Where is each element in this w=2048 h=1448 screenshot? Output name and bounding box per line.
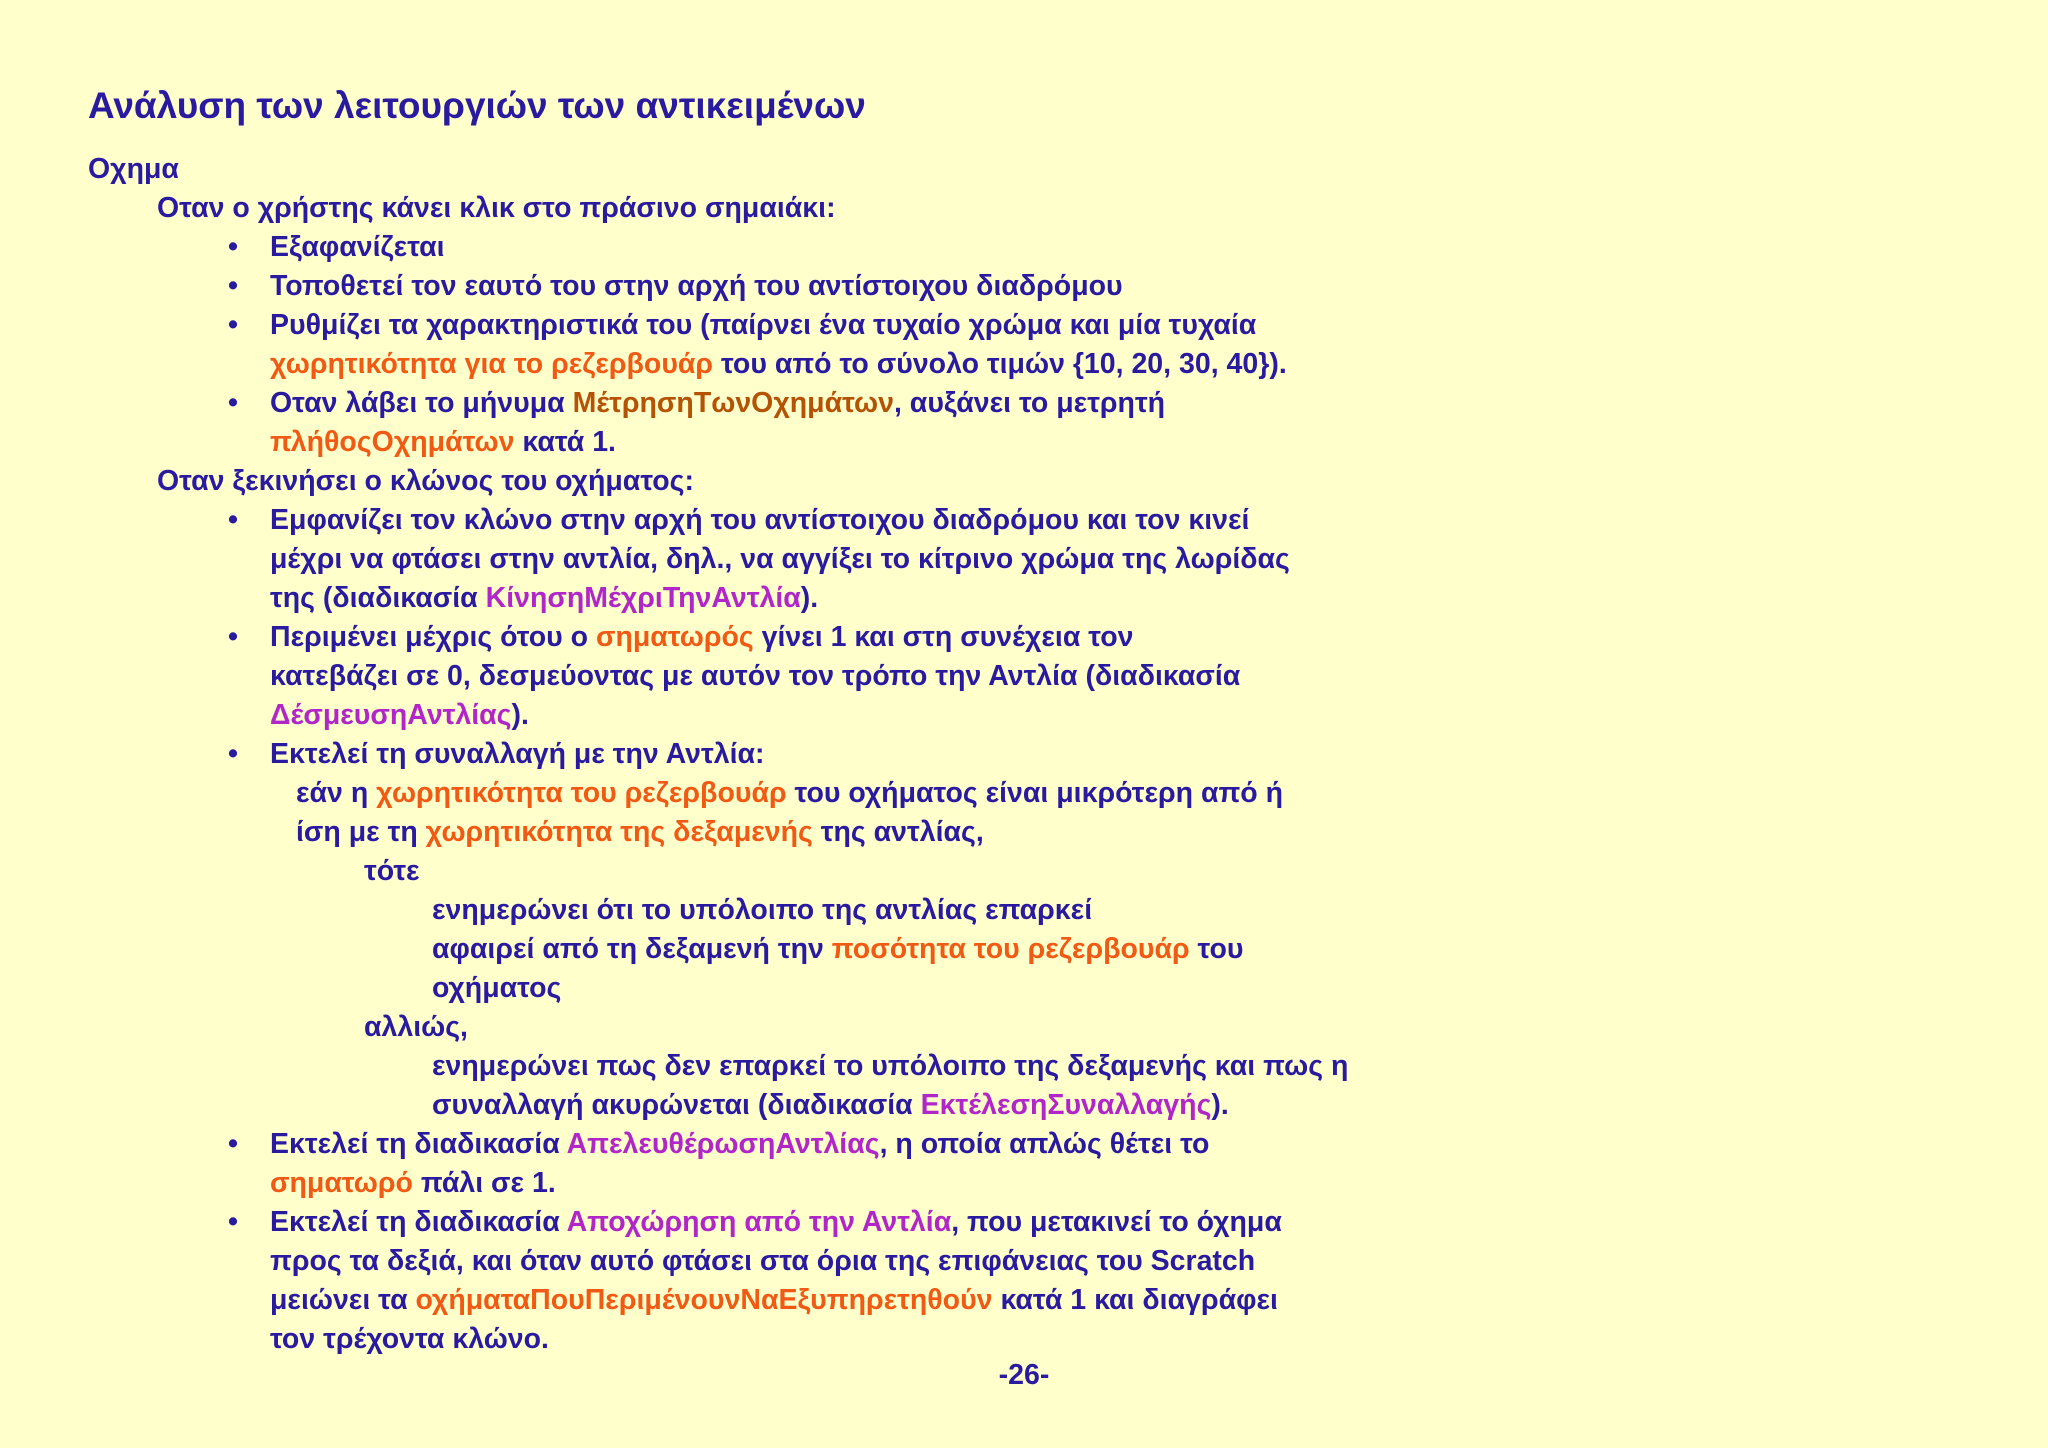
bullet-item: • Τοποθετεί τον εαυτό του στην αρχή του αντίστοιχου διαδρόμου (270, 267, 1988, 306)
bullet-item: • Ρυθμίζει τα χαρακτηριστικά του (παίρνει ένα τυχαίο χρώμα και μία τυχαία (270, 306, 1988, 345)
bullet-item: • Εμφανίζει τον κλώνο στην αρχή του αντίστοιχου διαδρόμου και τον κινεί (270, 501, 1988, 540)
bullet-continuation: μειώνει τα οχήματαΠουΠεριμένουνΝαΕξυπηρετηθούν κατά 1 και διαγράφει (270, 1284, 1278, 1316)
bullet-continuation: μέχρι να φτάσει στην αντλία, δηλ., να αγγίξει το κίτρινο χρώμα της λωρίδας (270, 543, 1290, 575)
else-keyword: αλλιώς, (364, 1011, 468, 1043)
subsection-heading-green-flag: Οταν ο χρήστης κάνει κλικ στο πράσινο σημαιάκι: (157, 192, 836, 224)
highlight-term: χωρητικότητα της δεξαμενής (425, 816, 813, 848)
highlight-variable: πλήθοςΟχημάτων (270, 426, 515, 458)
highlight-variable: σηματωρός (595, 621, 754, 653)
highlight-procedure: ΑπελευθέρωσηΑντλίας (566, 1128, 880, 1160)
bullet-icon: • (228, 387, 238, 419)
bullet-icon: • (228, 231, 238, 263)
then-action: ενημερώνει ότι το υπόλοιπο της αντλίας επαρκεί (432, 894, 1093, 926)
bullet-continuation: σηματωρό πάλι σε 1. (270, 1167, 556, 1199)
bullet-item: • Εκτελεί τη συναλλαγή με την Αντλία: (270, 735, 1988, 774)
highlight-term: χωρητικότητα για το ρεζερβουάρ (270, 348, 714, 380)
bullet-icon: • (228, 1128, 238, 1160)
bullet-continuation: τον τρέχοντα κλώνο. (270, 1323, 549, 1355)
condition-line: ίση με τη χωρητικότητα της δεξαμενής της αντλίας, (296, 816, 984, 848)
bullet-continuation: προς τα δεξιά, και όταν αυτό φτάσει στα όρια της επιφάνειας του Scratch (270, 1245, 1256, 1277)
bullet-continuation: κατεβάζει σε 0, δεσμεύοντας με αυτόν τον τρόπο την Αντλία (διαδικασία (270, 660, 1241, 692)
bullet-icon: • (228, 1206, 238, 1238)
highlight-procedure: Αποχώρηση από την Αντλία (566, 1206, 952, 1238)
bullet-icon: • (228, 270, 238, 302)
highlight-variable: οχήματαΠουΠεριμένουνΝαΕξυπηρετηθούν (415, 1284, 993, 1316)
bullet-icon: • (228, 621, 238, 653)
bullet-continuation: χωρητικότητα για το ρεζερβουάρ του από το σύνολο τιμών {10, 20, 30, 40}). (270, 348, 1287, 380)
highlight-term: ποσότητα του ρεζερβουάρ (831, 933, 1190, 965)
then-action: αφαιρεί από τη δεξαμενή την ποσότητα του ρεζερβουάρ του (432, 933, 1244, 965)
bullet-item: • Εξαφανίζεται (270, 228, 1988, 267)
page-number: -26- (998, 1359, 1050, 1391)
bullet-icon: • (228, 309, 238, 341)
else-action: συναλλαγή ακυρώνεται (διαδικασία ΕκτέλεσηΣυναλλαγής). (432, 1089, 1229, 1121)
bullet-continuation: πλήθοςΟχημάτων κατά 1. (270, 426, 616, 458)
page-title: Ανάλυση των λειτουργιών των αντικειμένων (88, 85, 866, 126)
bullet-item: • Εκτελεί τη διαδικασία Αποχώρηση από την Αντλία, που μετακινεί το όχημα (270, 1203, 1988, 1242)
bullet-continuation: της (διαδικασία ΚίνησηΜέχριΤηνΑντλία). (270, 582, 819, 614)
then-action: οχήματος (432, 972, 562, 1004)
bullet-continuation: ΔέσμευσηΑντλίας). (270, 699, 529, 731)
bullet-item: • Οταν λάβει το μήνυμα ΜέτρησηΤωνΟχημάτων, αυξάνει το μετρητή (270, 384, 1988, 423)
bullet-item: • Περιμένει μέχρις ότου ο σηματωρός γίνει 1 και στη συνέχεια τον (270, 618, 1988, 657)
bullet-icon: • (228, 504, 238, 536)
else-action: ενημερώνει πως δεν επαρκεί το υπόλοιπο της δεξαμενής και πως η (432, 1050, 1349, 1082)
then-keyword: τότε (364, 855, 420, 887)
bullet-icon: • (228, 738, 238, 770)
highlight-procedure: ΚίνησηΜέχριΤηνΑντλία (485, 582, 801, 614)
highlight-term: χωρητικότητα του ρεζερβουάρ (376, 777, 787, 809)
bullet-item: • Εκτελεί τη διαδικασία ΑπελευθέρωσηΑντλίας, η οποία απλώς θέτει το (270, 1125, 1988, 1164)
highlight-procedure: ΔέσμευσηΑντλίας (270, 699, 512, 731)
section-heading: Οχημα (88, 153, 179, 185)
document-page (88, 78, 1988, 1359)
subsection-heading-clone-start: Οταν ξεκινήσει ο κλώνος του οχήματος: (157, 465, 694, 497)
highlight-variable: σηματωρό (270, 1167, 413, 1199)
highlight-message: ΜέτρησηΤωνΟχημάτων (572, 387, 894, 419)
highlight-procedure: ΕκτέλεσηΣυναλλαγής (920, 1089, 1212, 1121)
condition-line: εάν η χωρητικότητα του ρεζερβουάρ του οχήματος είναι μικρότερη από ή (296, 777, 1284, 809)
